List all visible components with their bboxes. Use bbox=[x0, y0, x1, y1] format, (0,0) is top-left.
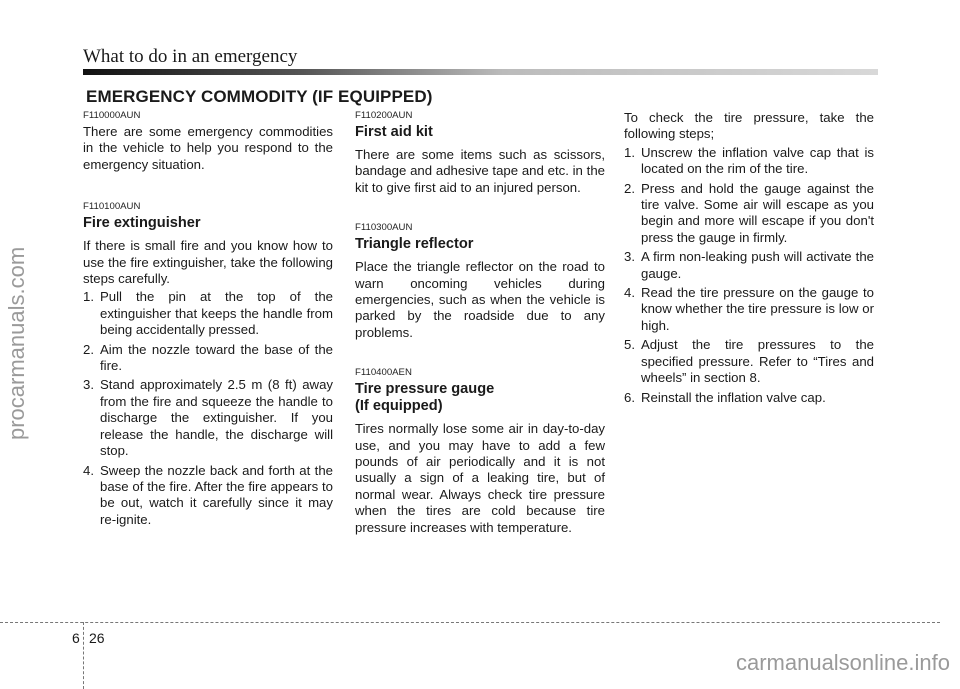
section-code: F110000AUN bbox=[83, 110, 141, 121]
list-item: 2. Aim the nozzle toward the base of the fire. bbox=[83, 341, 333, 374]
list-item: 2. Press and hold the gauge against the tire valve. Some air will escape as you begin and more will escape if you don't press the gauge in firmly. bbox=[624, 180, 874, 245]
tire-check-intro: To check the tire pressure, take the following steps; bbox=[624, 110, 874, 142]
tire-check-steps-list bbox=[624, 145, 874, 406]
tire-pressure-gauge-heading bbox=[355, 381, 605, 415]
list-item: 6. Reinstall the inflation valve cap. bbox=[624, 389, 826, 405]
intro-paragraph: There are some emergency commodities in the vehicle to help you respond to the emergency situation. bbox=[83, 124, 333, 172]
list-item: 4. Read the tire pressure on the gauge to know whether the tire pressure is low or high. bbox=[624, 285, 874, 333]
watermark-left: procarmanuals.com bbox=[4, 246, 29, 440]
column-right bbox=[624, 110, 874, 409]
fire-steps-list bbox=[83, 289, 333, 528]
triangle-reflector-heading: Triangle reflector bbox=[355, 236, 474, 253]
section-code: F110300AUN bbox=[355, 222, 413, 234]
fire-extinguisher-heading: Fire extinguisher bbox=[83, 215, 201, 232]
triangle-reflector-paragraph: Place the triangle reflector on the road to warn oncoming vehicles during emergencies, such as when the vehicle is parked by the roadside due to any problems. bbox=[355, 259, 605, 340]
section-code: F110100AUN bbox=[83, 201, 141, 213]
watermark-bottom: carmanualsonline.info bbox=[735, 650, 950, 675]
page-number: 26 bbox=[89, 630, 105, 646]
fire-intro-paragraph: If there is small fire and you know how to use the fire extinguisher, take the following steps carefully. bbox=[83, 238, 333, 287]
heading-line: (If equipped) bbox=[355, 398, 443, 415]
footer-vertical-divider bbox=[83, 622, 84, 689]
header-rule bbox=[83, 69, 878, 75]
page-chapter-number: 6 bbox=[72, 630, 80, 646]
list-item: 3. Stand approximately 2.5 m (8 ft) away from the fire and squeeze the handle to discharge the extinguisher. If you release the handle, the discharge will stop. bbox=[83, 377, 333, 459]
column-middle bbox=[355, 110, 605, 562]
column-left bbox=[83, 110, 333, 531]
list-item: 5. Adjust the tire pressures to the specified pressure. Refer to “Tires and wheels” in section 8. bbox=[624, 337, 874, 386]
list-item: 1. Unscrew the inflation valve cap that is located on the rim of the tire. bbox=[624, 144, 874, 177]
list-item: 3. A firm non-leaking push will activate the gauge. bbox=[624, 249, 874, 281]
section-code: F110400AEN bbox=[355, 367, 412, 379]
section-title: EMERGENCY COMMODITY (IF EQUIPPED) bbox=[86, 87, 433, 106]
chapter-header-title: What to do in an emergency bbox=[83, 46, 298, 67]
list-item: 1. Pull the pin at the top of the extinguisher that keeps the handle from being accidentally pressed. bbox=[83, 289, 333, 338]
heading-line: Tire pressure gauge bbox=[355, 381, 495, 398]
first-aid-kit-heading: First aid kit bbox=[355, 124, 433, 140]
section-code: F110200AUN bbox=[355, 110, 413, 121]
first-aid-paragraph: There are some items such as scissors, bandage and adhesive tape and etc. in the kit to give first aid to an injured person. bbox=[355, 147, 605, 195]
list-item: 4. Sweep the nozzle back and forth at the base of the fire. After the fire appears to be out, watch it carefully since it may re-ignite. bbox=[83, 462, 333, 527]
footer-divider bbox=[0, 622, 940, 623]
tire-pressure-paragraph: Tires normally lose some air in day-to-day use, and you may have to add a few pounds of air periodically and it is not usually a sign of a leaking tire, but of normal wear. Always check tire pressure when the tires are cold because tire pressure increases with temperature. bbox=[355, 421, 605, 535]
